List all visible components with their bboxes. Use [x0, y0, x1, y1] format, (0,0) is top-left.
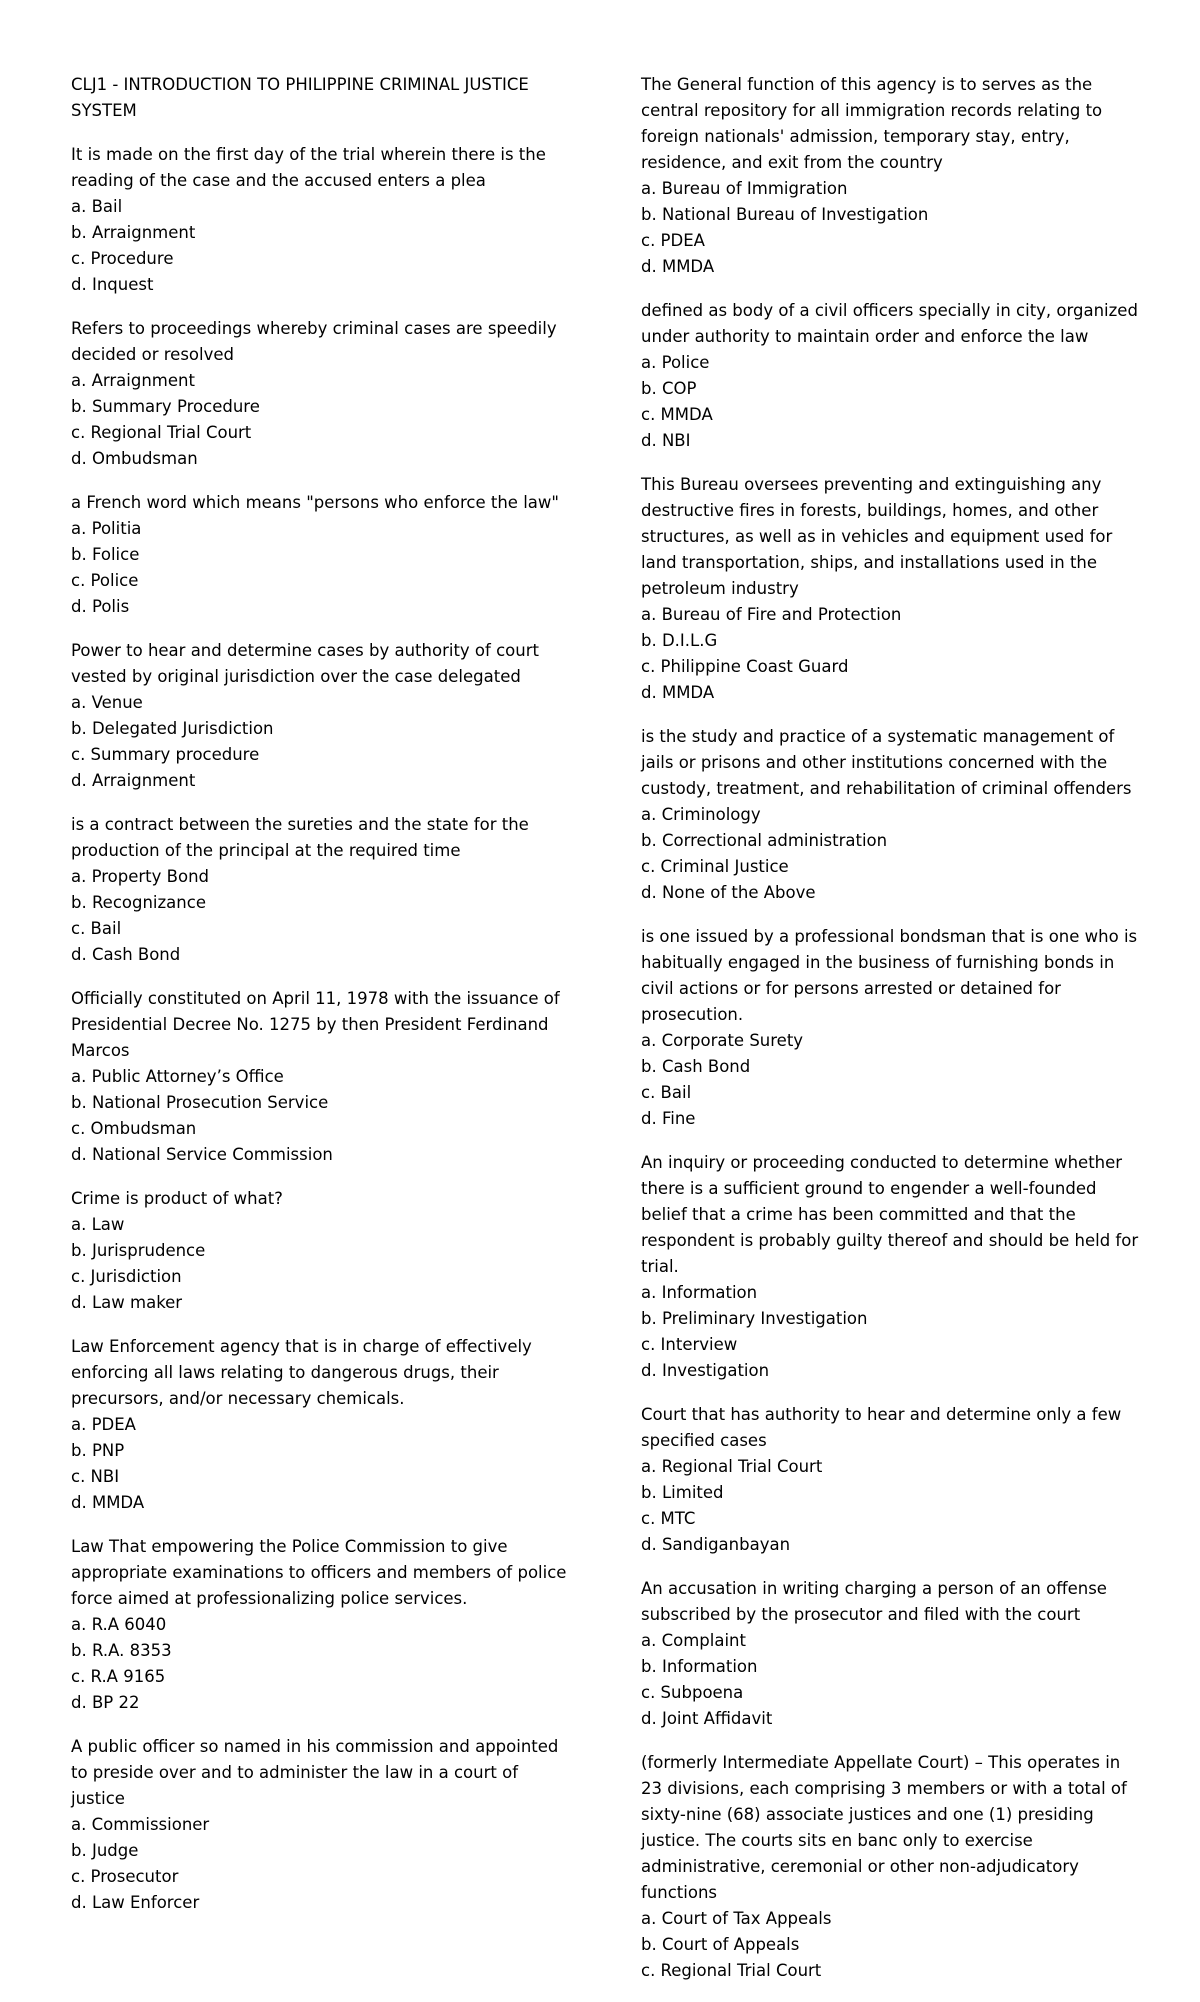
answer-options — [71, 1212, 571, 1316]
answer-option: d. MMDA — [71, 1493, 145, 1512]
question-text: is a contract between the sureties and the state for the production of the principal at the required time — [71, 815, 529, 860]
answer-option: b. National Prosecution Service — [71, 1093, 329, 1112]
question-text: Refers to proceedings whereby criminal cases are speedily decided or resolved — [71, 319, 557, 364]
answer-option: a. Bureau of Fire and Protection — [641, 605, 902, 624]
question-text: is one issued by a professional bondsman that is one who is habitually engaged in the business of furnishing bonds in civil actions or for persons arrested or detained for prosecution. — [641, 927, 1138, 1024]
answer-option: a. Bail — [71, 197, 123, 216]
answer-option: a. Law — [71, 1215, 125, 1234]
answer-option: c. MTC — [641, 1509, 696, 1528]
question-block — [641, 1402, 1141, 1558]
answer-option: b. Limited — [641, 1483, 724, 1502]
answer-option: b. D.I.L.G — [641, 631, 718, 650]
answer-options — [641, 176, 1141, 280]
answer-option: d. BP 22 — [71, 1693, 140, 1712]
answer-option: d. Law maker — [71, 1293, 183, 1312]
answer-option: d. Sandiganbayan — [641, 1535, 791, 1554]
answer-option: b. Judge — [71, 1841, 139, 1860]
answer-option: a. R.A 6040 — [71, 1615, 167, 1634]
answer-option: a. Commissioner — [71, 1815, 210, 1834]
question-block — [641, 1150, 1141, 1384]
left-question-list — [71, 142, 571, 1916]
answer-option: c. Procedure — [71, 249, 174, 268]
answer-options — [71, 368, 571, 472]
question-block — [71, 1186, 571, 1316]
question-block — [641, 472, 1141, 706]
answer-option: c. Summary procedure — [71, 745, 260, 764]
answer-option: a. Regional Trial Court — [641, 1457, 823, 1476]
answer-option: b. Summary Procedure — [71, 397, 260, 416]
answer-option: a. Arraignment — [71, 371, 195, 390]
answer-option: d. National Service Commission — [71, 1145, 333, 1164]
question-block — [641, 72, 1141, 280]
question-block — [641, 298, 1141, 454]
answer-options — [641, 1628, 1141, 1732]
question-block — [71, 1534, 571, 1716]
answer-option: b. Recognizance — [71, 893, 206, 912]
question-text: The General function of this agency is to serves as the central repository for all immigration records relating to foreign nationals' admission, temporary stay, entry, residence, and exit from the country — [641, 75, 1103, 172]
answer-option: c. PDEA — [641, 231, 705, 250]
answer-option: c. Ombudsman — [71, 1119, 197, 1138]
question-block — [71, 1734, 571, 1916]
answer-option: d. Joint Affidavit — [641, 1709, 773, 1728]
answer-option: a. Complaint — [641, 1631, 746, 1650]
answer-option: b. R.A. 8353 — [71, 1641, 172, 1660]
question-text: Law That empowering the Police Commission to give appropriate examinations to officers and members of police force aimed at professionalizing police services. — [71, 1537, 567, 1608]
answer-options — [641, 1906, 1141, 1984]
answer-option: c. Police — [71, 571, 139, 590]
answer-option: a. Information — [641, 1283, 758, 1302]
answer-option: b. Delegated Jurisdiction — [71, 719, 274, 738]
question-block — [641, 1750, 1141, 1984]
answer-option: d. Arraignment — [71, 771, 196, 790]
right-question-list — [641, 72, 1141, 1984]
answer-option: a. Criminology — [641, 805, 761, 824]
answer-options — [641, 602, 1141, 706]
answer-option: c. Philippine Coast Guard — [641, 657, 849, 676]
question-text: Crime is product of what? — [71, 1189, 283, 1208]
answer-options — [71, 1412, 571, 1516]
answer-options — [71, 690, 571, 794]
question-text: is the study and practice of a systematic management of jails or prisons and other institutions concerned with the custody, treatment, and rehabilitation of criminal offenders — [641, 727, 1132, 798]
answer-option: d. Investigation — [641, 1361, 770, 1380]
answer-option: d. Law Enforcer — [71, 1893, 200, 1912]
answer-option: b. Jurisprudence — [71, 1241, 206, 1260]
answer-option: c. Prosecutor — [71, 1867, 179, 1886]
answer-option: d. Cash Bond — [71, 945, 181, 964]
question-block — [71, 812, 571, 968]
question-block — [71, 142, 571, 298]
answer-options — [71, 1612, 571, 1716]
answer-option: b. Cash Bond — [641, 1057, 751, 1076]
question-block — [71, 316, 571, 472]
question-block — [71, 1334, 571, 1516]
answer-option: a. Public Attorney’s Office — [71, 1067, 284, 1086]
question-text: a French word which means "persons who enforce the law" — [71, 493, 559, 512]
answer-option: c. Regional Trial Court — [71, 423, 252, 442]
answer-option: d. Fine — [641, 1109, 696, 1128]
answer-option: d. Polis — [71, 597, 130, 616]
answer-option: b. Folice — [71, 545, 140, 564]
answer-option: c. Bail — [641, 1083, 692, 1102]
answer-option: a. Property Bond — [71, 867, 210, 886]
answer-option: a. PDEA — [71, 1415, 136, 1434]
question-block — [71, 638, 571, 794]
answer-option: c. Jurisdiction — [71, 1267, 182, 1286]
answer-option: c. NBI — [71, 1467, 120, 1486]
answer-options — [71, 1812, 571, 1916]
question-text: Law Enforcement agency that is in charge of effectively enforcing all laws relating to dangerous drugs, their precursors, and/or necessary chemicals. — [71, 1337, 532, 1408]
answer-option: d. None of the Above — [641, 883, 816, 902]
answer-option: c. R.A 9165 — [71, 1667, 166, 1686]
answer-option: b. COP — [641, 379, 697, 398]
answer-option: b. PNP — [71, 1441, 125, 1460]
question-text: Officially constituted on April 11, 1978 with the issuance of Presidential Decree No. 1275 by then President Ferdinand Marcos — [71, 989, 560, 1060]
document-title: CLJ1 - INTRODUCTION TO PHILIPPINE CRIMINAL JUSTICE SYSTEM — [71, 75, 529, 120]
answer-option: d. MMDA — [641, 257, 715, 276]
answer-option: d. NBI — [641, 431, 691, 450]
question-text: A public officer so named in his commission and appointed to preside over and to administer the law in a court of justice — [71, 1737, 559, 1808]
answer-option: a. Politia — [71, 519, 142, 538]
answer-options — [71, 516, 571, 620]
right-column — [641, 72, 1141, 2002]
answer-options — [71, 194, 571, 298]
left-column — [71, 72, 571, 1934]
answer-option: b. National Bureau of Investigation — [641, 205, 929, 224]
answer-option: a. Police — [641, 353, 710, 372]
answer-option: b. Preliminary Investigation — [641, 1309, 868, 1328]
question-text: defined as body of a civil officers specially in city, organized under authority to maintain order and enforce the law — [641, 301, 1138, 346]
answer-option: d. Inquest — [71, 275, 154, 294]
question-text: It is made on the first day of the trial wherein there is the reading of the case and the accused enters a plea — [71, 145, 546, 190]
answer-option: b. Court of Appeals — [641, 1935, 800, 1954]
answer-option: c. Interview — [641, 1335, 738, 1354]
answer-option: b. Correctional administration — [641, 831, 888, 850]
answer-options — [641, 802, 1141, 906]
answer-option: a. Venue — [71, 693, 143, 712]
question-text: Power to hear and determine cases by authority of court vested by original jurisdiction over the case delegated — [71, 641, 539, 686]
question-text: Court that has authority to hear and determine only a few specified cases — [641, 1405, 1122, 1450]
answer-option: b. Information — [641, 1657, 758, 1676]
answer-option: c. Subpoena — [641, 1683, 744, 1702]
answer-option: d. MMDA — [641, 683, 715, 702]
answer-options — [641, 1280, 1141, 1384]
question-text: This Bureau oversees preventing and extinguishing any destructive fires in forests, buildings, homes, and other structures, as well as in vehicles and equipment used for land transportation, ships, and installations used in the petroleum industry — [641, 475, 1113, 598]
answer-options — [641, 1454, 1141, 1558]
question-text: (formerly Intermediate Appellate Court) – This operates in 23 divisions, each comprising 3 members or with a total of sixty-nine (68) associate justices and one (1) presiding justice. The courts sits en banc only to exercise administrative, ceremonial or other non-adjudicatory functions — [641, 1753, 1127, 1902]
answer-option: a. Court of Tax Appeals — [641, 1909, 832, 1928]
question-block — [641, 924, 1141, 1132]
question-block — [71, 986, 571, 1168]
answer-option: c. Regional Trial Court — [641, 1961, 822, 1980]
question-text: An accusation in writing charging a person of an offense subscribed by the prosecutor and filed with the court — [641, 1579, 1107, 1624]
answer-option: a. Bureau of Immigration — [641, 179, 848, 198]
answer-options — [71, 864, 571, 968]
answer-option: c. Criminal Justice — [641, 857, 789, 876]
question-block — [641, 1576, 1141, 1732]
answer-options — [641, 350, 1141, 454]
answer-options — [641, 1028, 1141, 1132]
answer-option: c. MMDA — [641, 405, 713, 424]
answer-option: b. Arraignment — [71, 223, 196, 242]
question-text: An inquiry or proceeding conducted to determine whether there is a sufficient ground to engender a well-founded belief that a crime has been committed and that the respondent is probably guilty thereof and should be held for trial. — [641, 1153, 1139, 1276]
answer-options — [71, 1064, 571, 1168]
answer-option: a. Corporate Surety — [641, 1031, 804, 1050]
question-block — [71, 490, 571, 620]
question-block — [641, 724, 1141, 906]
answer-option: d. Ombudsman — [71, 449, 198, 468]
answer-option: c. Bail — [71, 919, 122, 938]
